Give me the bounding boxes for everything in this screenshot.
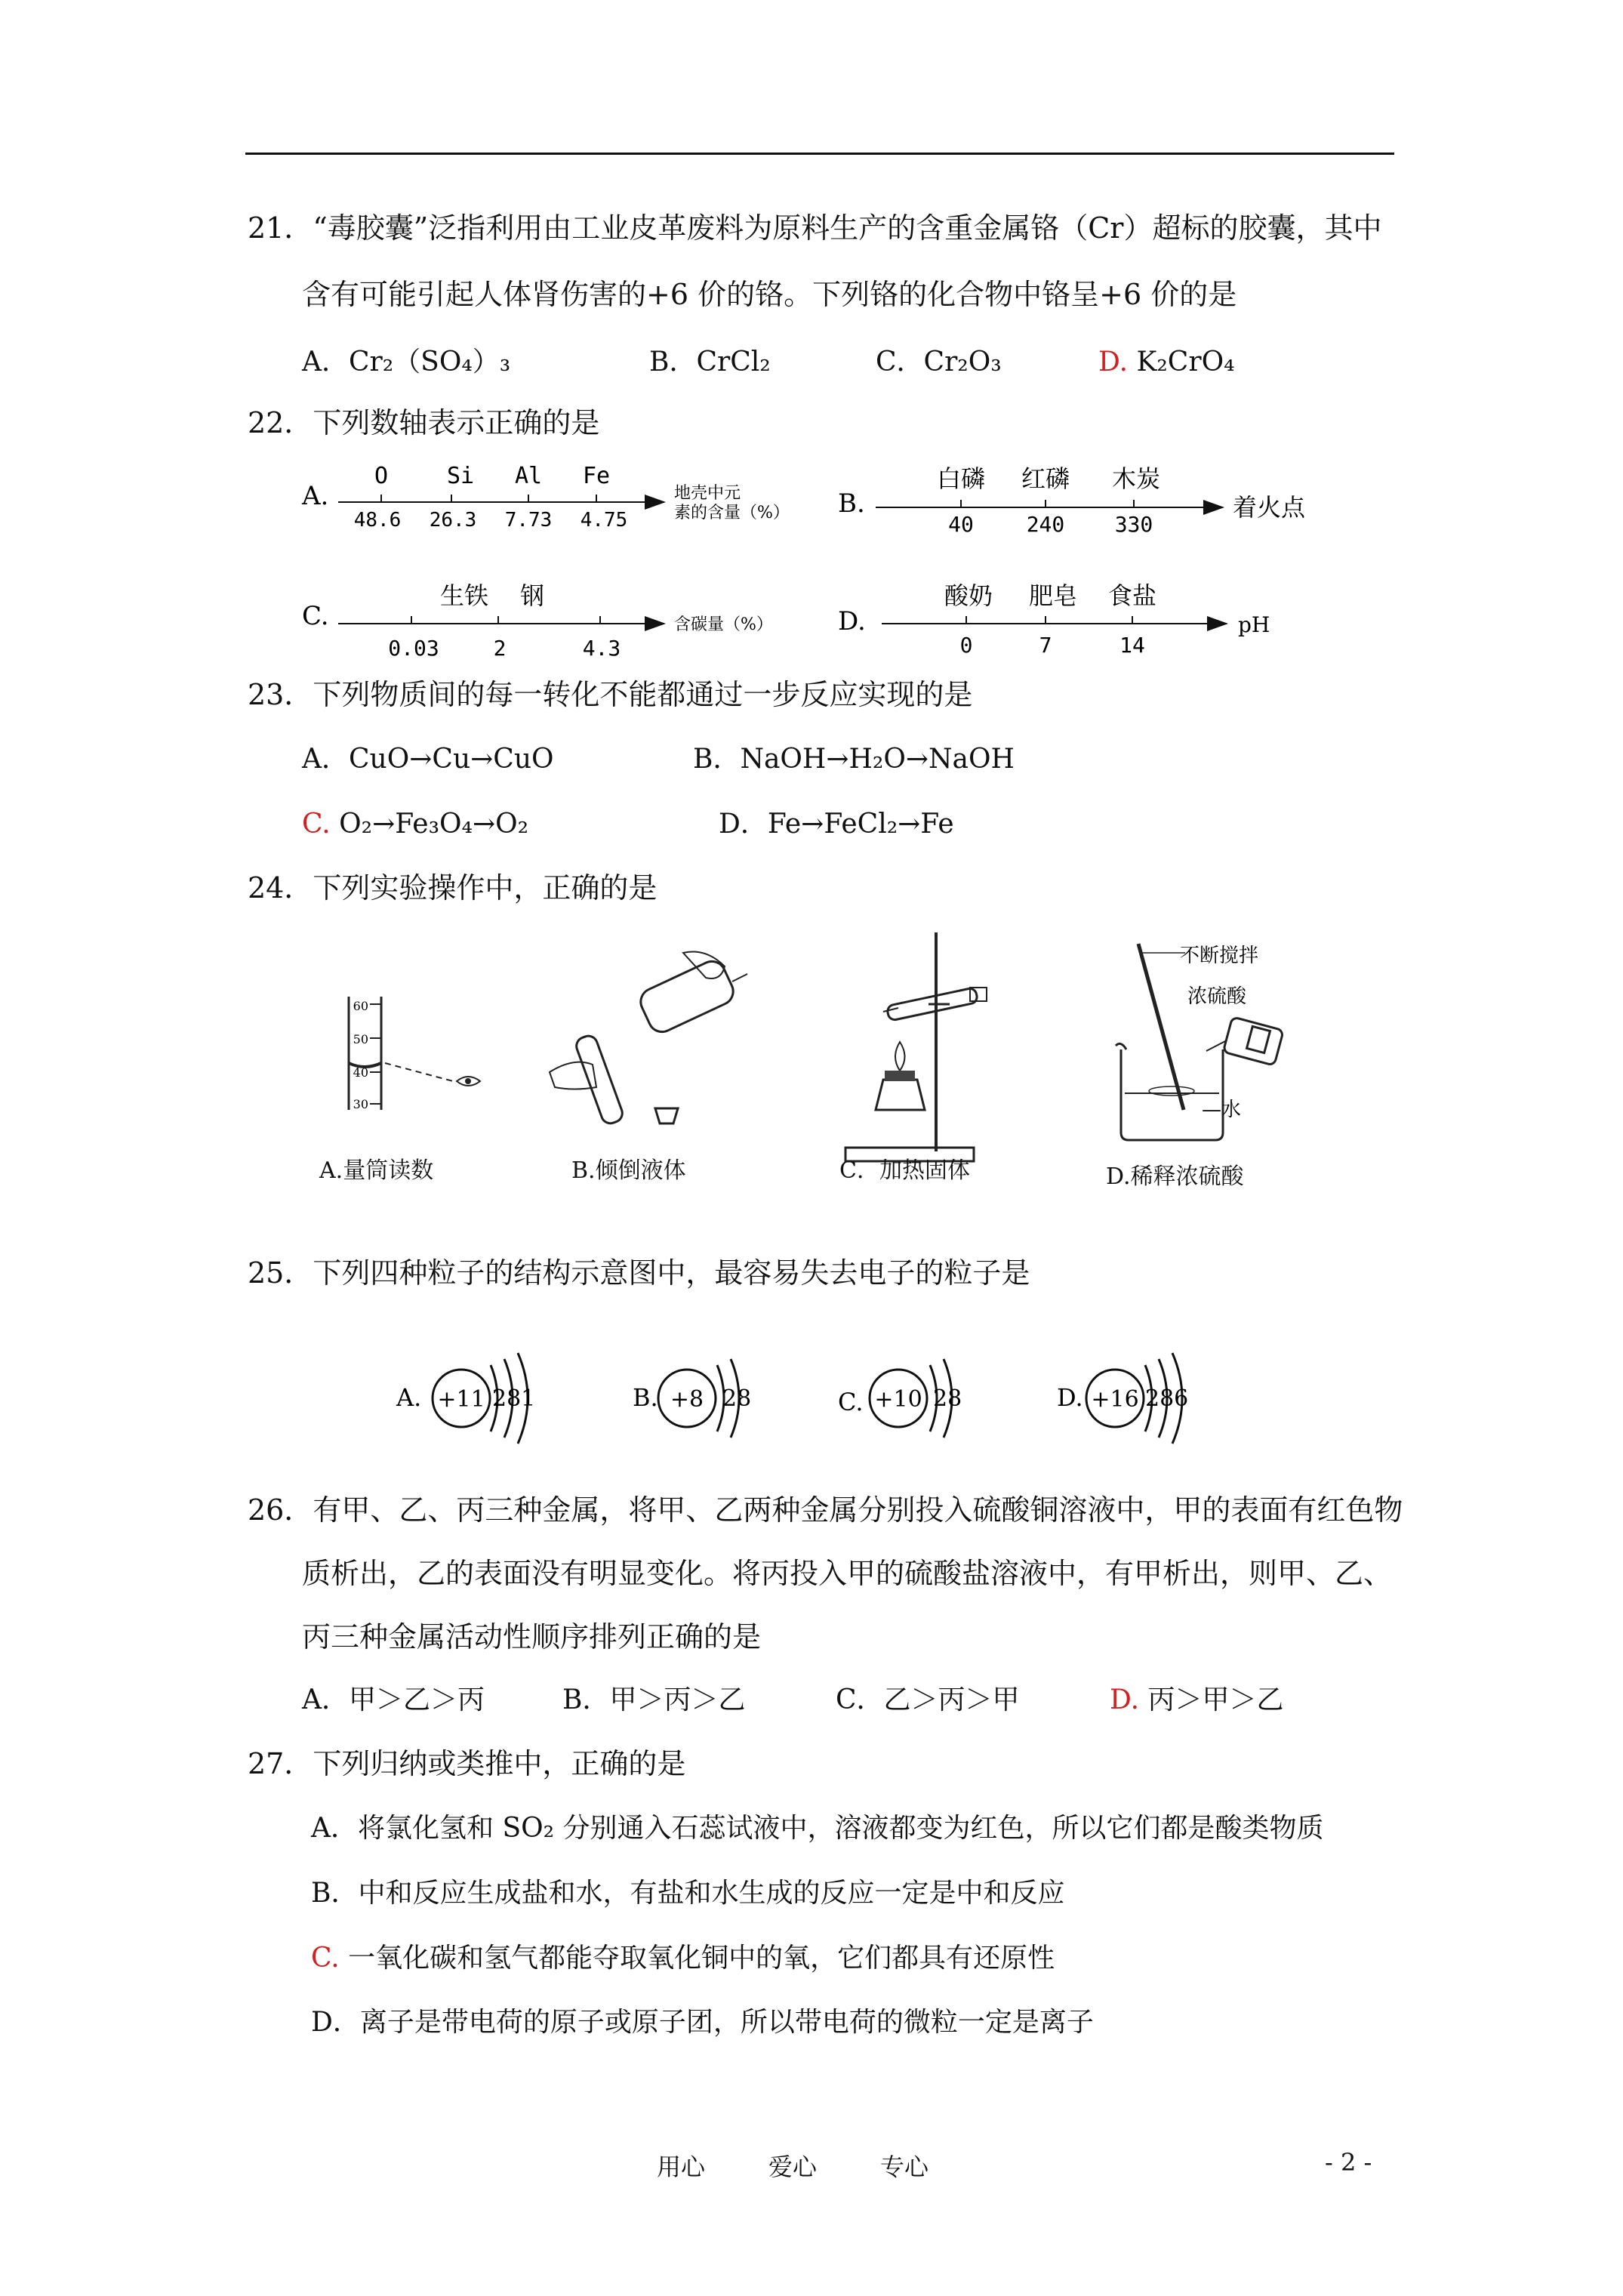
cylinder-tick: 50 [353, 1032, 368, 1046]
q22-c-axis-title: 含碳量（%） [674, 615, 773, 634]
axis-label: Al [514, 463, 543, 489]
q23-option-b: B．NaOH→H₂O→NaOH [693, 744, 1015, 775]
q26-option-b: B．甲＞丙＞乙 [562, 1684, 746, 1715]
axis-value: 0 [959, 633, 973, 658]
atom-diagram-a [396, 1353, 535, 1444]
axis-label: Si [446, 463, 475, 489]
answer-letter: C. [302, 809, 331, 840]
atom-letter: D. [1057, 1383, 1083, 1412]
q26-stem-line3: 丙三种金属活动性顺序排列正确的是 [302, 1620, 762, 1653]
cylinder-tick: 40 [353, 1065, 368, 1080]
atom-electrons: 28 [933, 1385, 962, 1412]
answer-letter: C. [311, 1943, 340, 1974]
q27-stem: 27．下列归纳或类推中，正确的是 [248, 1747, 686, 1780]
caption-a: A.量筒读数 [319, 1157, 434, 1184]
axis-value: 330 [1114, 512, 1153, 537]
option-text: 一氧化碳和氢气都能夺取氧化铜中的氧，它们都具有还原性 [348, 1943, 1055, 1974]
caption-d: D.稀释浓硫酸 [1106, 1163, 1244, 1190]
q27-option-b: B．中和反应生成盐和水，有盐和水生成的反应一定是中和反应 [311, 1878, 1065, 1909]
q22-d-letter: D. [838, 606, 866, 636]
label-water: —水 [1202, 1099, 1242, 1121]
axis-value: 4.75 [580, 509, 628, 532]
q26-option-d [1110, 1682, 1284, 1718]
q27-option-c [311, 1940, 1055, 1977]
q26-option-a: A．甲＞乙＞丙 [302, 1684, 485, 1715]
q23-option-a: A．CuO→Cu→CuO [302, 744, 554, 775]
axis-label: 红磷 [1021, 464, 1070, 493]
axis-label: 木炭 [1111, 464, 1161, 493]
cylinder-tick: 30 [353, 1097, 368, 1111]
atom-letter: A. [396, 1383, 422, 1412]
option-text: K₂CrO₄ [1136, 347, 1235, 378]
q24-stem: 24．下列实验操作中，正确的是 [248, 871, 658, 905]
atom-letter: B. [633, 1383, 658, 1412]
axis-value: 240 [1026, 512, 1065, 537]
option-text: Cr₂O₃ [923, 347, 1002, 378]
atom-electrons: 286 [1145, 1385, 1189, 1412]
q26-stem-line1: 26．有甲、乙、丙三种金属，将甲、乙两种金属分别投入硫酸铜溶液中，甲的表面有红色物 [248, 1493, 1403, 1527]
label-acid: 浓硫酸 [1187, 985, 1247, 1008]
axis-value: 4.3 [582, 636, 621, 661]
q25-stem: 25．下列四种粒子的结构示意图中，最容易失去电子的粒子是 [248, 1256, 1030, 1290]
atom-diagram-d [1057, 1353, 1188, 1444]
q22-d-axis-title: pH [1238, 612, 1270, 637]
axis-label: 肥皂 [1028, 581, 1078, 610]
answer-letter: D. [1098, 347, 1129, 378]
axis-value: 0.03 [388, 636, 439, 661]
option-text: O₂→Fe₃O₄→O₂ [339, 809, 529, 840]
cylinder-tick: 60 [353, 999, 368, 1013]
atom-diagram-b [633, 1359, 751, 1438]
atom-nucleus: +11 [437, 1386, 485, 1413]
axis-value: 26.3 [429, 509, 477, 532]
axis-label: 钢 [519, 581, 545, 610]
page-number: - 2 - [1325, 2148, 1372, 2177]
axis-value: 14 [1119, 633, 1145, 658]
caption-c: C．加热固体 [839, 1157, 970, 1184]
q22-b-axis-title: 着火点 [1233, 493, 1306, 522]
q22-a-axis-title-1: 地壳中元 [674, 484, 741, 503]
option-letter: B． [649, 347, 697, 378]
q22-a-letter: A. [302, 481, 329, 511]
footer-word-1: 用心 [657, 2153, 706, 2181]
axis-label: 酸奶 [944, 581, 993, 610]
atom-diagram-c [838, 1359, 962, 1438]
option-text: CrCl₂ [696, 347, 771, 378]
q22-a-axis-title-2: 素的含量（%） [674, 504, 790, 522]
axis-value: 7 [1039, 633, 1052, 658]
axis-label: 生铁 [439, 581, 489, 610]
answer-letter: D. [1110, 1684, 1140, 1715]
q21-stem-line1: 21．“毒胶囊”泛指利用由工业皮革废料为原料生产的含重金属铬（Cr）超标的胶囊，其中 [248, 211, 1382, 245]
q23-option-d: D．Fe→FeCl₂→Fe [719, 809, 954, 840]
atom-electrons: 28 [722, 1385, 752, 1412]
axis-value: 40 [948, 512, 974, 537]
q21-stem-line2: 含有可能引起人体肾伤害的+6 价的铬。下列铬的化合物中铬呈+6 价的是 [302, 278, 1237, 311]
option-letter: A． [302, 347, 349, 378]
footer-word-3: 专心 [880, 2153, 929, 2181]
axis-label: 白磷 [936, 464, 986, 493]
q26-option-c: C．乙＞丙＞甲 [836, 1684, 1020, 1715]
atom-nucleus: +8 [670, 1386, 704, 1413]
q26-stem-line2: 质析出，乙的表面没有明显变化。将丙投入甲的硫酸盐溶液中，有甲析出，则甲、乙、 [302, 1557, 1393, 1590]
q22-stem: 22．下列数轴表示正确的是 [248, 406, 600, 439]
q22-c-letter: C. [302, 601, 329, 631]
atom-letter: C. [838, 1388, 864, 1416]
axis-label: 食盐 [1107, 581, 1157, 610]
label-stir: 不断搅拌 [1180, 945, 1259, 967]
atom-electrons: 281 [492, 1385, 536, 1412]
caption-b: B.倾倒液体 [571, 1157, 686, 1184]
axis-label: Fe [582, 463, 611, 489]
axis-value: 2 [493, 636, 507, 661]
axis-value: 48.6 [353, 509, 402, 532]
axis-label: O [374, 463, 389, 489]
atom-nucleus: +10 [874, 1386, 922, 1413]
footer-word-2: 爱心 [768, 2153, 818, 2181]
axis-value: 7.73 [504, 509, 553, 532]
q27-option-a: A．将氯化氢和 SO₂ 分别通入石蕊试液中，溶液都变为红色，所以它们都是酸类物质 [311, 1813, 1324, 1844]
option-text: 丙＞甲＞乙 [1147, 1684, 1284, 1715]
q27-option-d: D．离子是带电荷的原子或原子团，所以带电荷的微粒一定是离子 [311, 2007, 1094, 2038]
atom-nucleus: +16 [1091, 1386, 1139, 1413]
q22-b-letter: B. [838, 488, 865, 519]
option-text: Cr₂（SO₄）₃ [349, 347, 511, 378]
q23-stem: 23．下列物质间的每一转化不能都通过一步反应实现的是 [248, 678, 973, 711]
option-letter: C． [876, 347, 924, 378]
